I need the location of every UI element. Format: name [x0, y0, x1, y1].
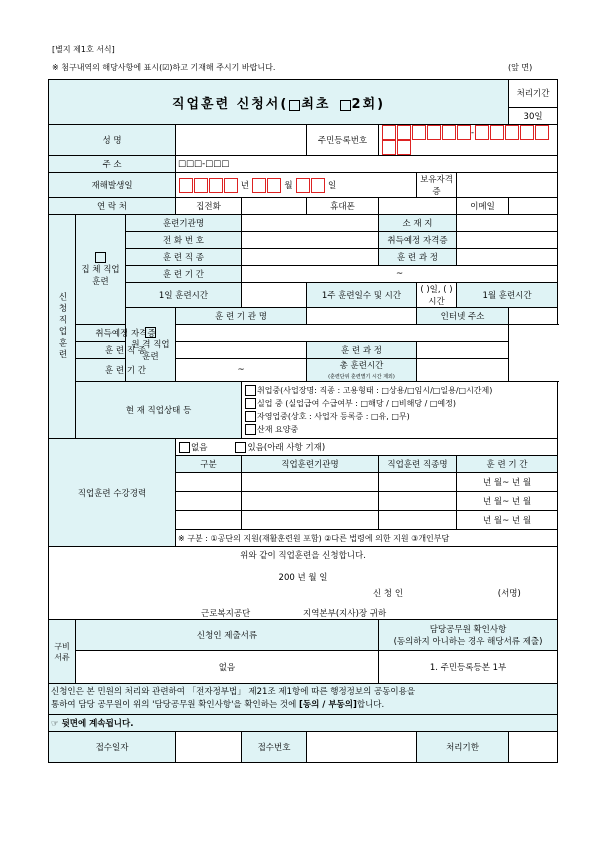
qualification-field[interactable]: [457, 173, 558, 198]
rrn-label: 주민등록번호: [307, 125, 379, 156]
history-label: 직업훈련 수강경력: [49, 439, 176, 547]
group-period-label: 훈 련 기 간: [126, 266, 242, 283]
group-training-label: 집 체 직업훈련: [76, 215, 126, 325]
group-period-field[interactable]: ~: [242, 266, 558, 283]
rrn-field[interactable]: -: [379, 125, 558, 156]
home-phone-label: 집전화: [176, 198, 242, 215]
recovery-checkbox[interactable]: [245, 424, 256, 435]
documents-applicant-value: 없음: [76, 651, 379, 684]
history-col-org: 직업훈련기관명: [242, 456, 379, 473]
contact-label: 연 락 처: [49, 198, 176, 215]
injury-date-label: 재해발생일: [49, 173, 176, 198]
remote-course-label: 훈 련 과 정: [307, 342, 417, 359]
remote-total-hours-label: 총 훈련시간 (훈련단위 훈련별기 시간 제외): [307, 359, 417, 382]
unemployed-checkbox[interactable]: [245, 398, 256, 409]
page-side: (앞 면): [508, 63, 533, 72]
group-phone-field[interactable]: [242, 232, 379, 249]
training-section-label: 신청직업훈련: [49, 215, 76, 439]
group-field-field[interactable]: [242, 249, 379, 266]
group-training-checkbox[interactable]: [95, 252, 106, 263]
receipt-deadline-label: 처리기한: [417, 732, 509, 763]
receipt-deadline-field[interactable]: [509, 732, 558, 763]
group-weekly-label: 1주 훈련일수 및 시간: [307, 283, 417, 308]
address-label: 주 소: [49, 156, 176, 173]
group-weekly-field[interactable]: ( )일, ( )시간: [417, 283, 457, 308]
first-time-checkbox[interactable]: [289, 100, 300, 111]
documents-label: 구비서류: [49, 620, 76, 684]
group-course-label: 훈 련 과 정: [379, 249, 457, 266]
remote-course-field[interactable]: [417, 342, 509, 359]
receipt-number-label: 접수번호: [242, 732, 307, 763]
name-field[interactable]: [176, 125, 307, 156]
history-row-org[interactable]: [242, 492, 379, 511]
remote-internet-label: 인터넷 주소: [417, 308, 509, 325]
receipt-number-field[interactable]: [307, 732, 417, 763]
status-label: 현 재 직업상태 등: [76, 382, 242, 439]
remote-field-label: 훈 련 직 종: [76, 342, 176, 359]
email-field[interactable]: [509, 198, 558, 215]
home-phone-field[interactable]: [242, 198, 307, 215]
declaration-recipient: 근로복지공단 지역본부(지사)장 귀하: [201, 609, 387, 619]
history-col-period: 훈 련 기 간: [457, 456, 558, 473]
injury-date-field[interactable]: 년 월 일: [176, 173, 417, 198]
continue-note: ☞ 뒷면에 계속됩니다.: [49, 715, 558, 732]
group-org-label: 훈련기관명: [126, 215, 242, 232]
history-col-field: 직업훈련 직종명: [379, 456, 457, 473]
form-number: [별지 제1호 서식]: [52, 45, 115, 54]
documents-col-applicant: 신청인 제출서류: [76, 620, 379, 651]
declaration-statement: 위와 같이 직업훈련을 신청합니다.: [240, 551, 366, 561]
history-col-type: 구분: [176, 456, 242, 473]
history-row-type[interactable]: [176, 492, 242, 511]
history-row-org[interactable]: [242, 511, 379, 530]
group-cert-label: 취득예정 자격증: [379, 232, 457, 249]
email-label: 이메일: [457, 198, 509, 215]
remote-period-label: 훈 련 기 간: [76, 359, 176, 382]
remote-total-hours-field[interactable]: [417, 359, 509, 382]
receipt-date-label: 접수일자: [49, 732, 176, 763]
history-row-period[interactable]: 년 월~ 년 월: [457, 473, 558, 492]
history-row-period[interactable]: 년 월~ 년 월: [457, 511, 558, 530]
self-employed-checkbox[interactable]: [245, 411, 256, 422]
history-row-field[interactable]: [379, 511, 457, 530]
group-phone-label: 전 화 번 호: [126, 232, 242, 249]
address-field[interactable]: □□□-□□□: [176, 156, 558, 173]
second-time-checkbox[interactable]: [340, 100, 351, 111]
remote-field-field[interactable]: [176, 342, 307, 359]
remote-period-field[interactable]: ~: [176, 359, 307, 382]
processing-period-value: 30일: [509, 107, 558, 124]
remote-internet-field[interactable]: [509, 308, 558, 325]
history-row-field[interactable]: [379, 473, 457, 492]
processing-period-label: 처리기간: [509, 80, 558, 108]
group-location-field[interactable]: [457, 215, 558, 232]
form-title: 직업훈련 신청서( 최초 2회): [49, 80, 509, 125]
mobile-label: 휴대폰: [307, 198, 379, 215]
receipt-date-field[interactable]: [176, 732, 242, 763]
declaration-date: 200 년 월 일: [278, 573, 328, 583]
group-daily-hours-label: 1일 훈련시간: [126, 283, 242, 308]
consent-toggle[interactable]: [동의 / 부동의]: [299, 700, 357, 710]
group-org-field[interactable]: [242, 215, 379, 232]
name-label: 성 명: [49, 125, 176, 156]
history-row-org[interactable]: [242, 473, 379, 492]
qualification-label: 보유자격증: [417, 173, 457, 198]
declaration-applicant: 신 청 인 (서명): [373, 589, 521, 599]
employed-checkbox[interactable]: [245, 385, 256, 396]
history-note: ※ 구분 : ①공단의 지원(재활훈련원 포함) ②다른 법령에 의한 지원 ③개인부담: [176, 530, 558, 547]
sign-label: (서명): [497, 589, 521, 599]
history-row-type[interactable]: [176, 473, 242, 492]
group-monthly-label: 1월 훈련시간: [457, 283, 558, 308]
group-location-label: 소 재 지: [379, 215, 457, 232]
history-exists-checkbox[interactable]: [235, 442, 246, 453]
remote-org-field[interactable]: [307, 308, 417, 325]
remote-training-label: 원 격 직업훈련: [126, 308, 176, 382]
status-options: 취업중(사업장명: 직종 : 고용형태 : □상용/□임시/□일용/□시간제) 실업 중 (실업급여 수급여부 : □해당 / □비해당 / □예정) 자영업중(상호 : 사업자 등록증 : □유, □무) 산재 요양중: [242, 382, 558, 439]
declaration-block: [49, 547, 558, 620]
consent-text: 신청인은 본 민원의 처리와 관련하여 「전자정부법」 제21조 제1항에 따른 행정정보의 공동이용을 통하여 담당 공무원이 위의 '담당공무원 확인사항'을 확인하는 것에 [동의 / 부동의]합니다.: [49, 684, 558, 715]
history-row-type[interactable]: [176, 511, 242, 530]
remote-cert-field[interactable]: [176, 325, 509, 342]
group-cert-field[interactable]: [457, 232, 558, 249]
history-none-checkbox[interactable]: [179, 442, 190, 453]
history-row-field[interactable]: [379, 492, 457, 511]
history-row-period[interactable]: 년 월~ 년 월: [457, 492, 558, 511]
mobile-field[interactable]: [379, 198, 457, 215]
group-daily-hours-field[interactable]: [242, 283, 307, 308]
remote-org-label: 훈 련 기 관 명: [176, 308, 307, 325]
application-form: [48, 79, 558, 763]
documents-official-value: 1. 주민등록등본 1부: [379, 651, 558, 684]
group-course-field[interactable]: [457, 249, 558, 266]
group-field-label: 훈 련 직 종: [126, 249, 242, 266]
documents-col-official: 담당공무원 확인사항 (동의하지 아니하는 경우 해당서류 제출): [379, 620, 558, 651]
instruction-text: ※ 첨구내역의 해당사항에 표시(☑)하고 기재해 주시기 바랍니다.: [52, 63, 276, 72]
remote-cert-label: 취득예정 자격증: [76, 325, 176, 342]
history-options: 없음 있음(아래 사항 기재): [176, 439, 558, 456]
